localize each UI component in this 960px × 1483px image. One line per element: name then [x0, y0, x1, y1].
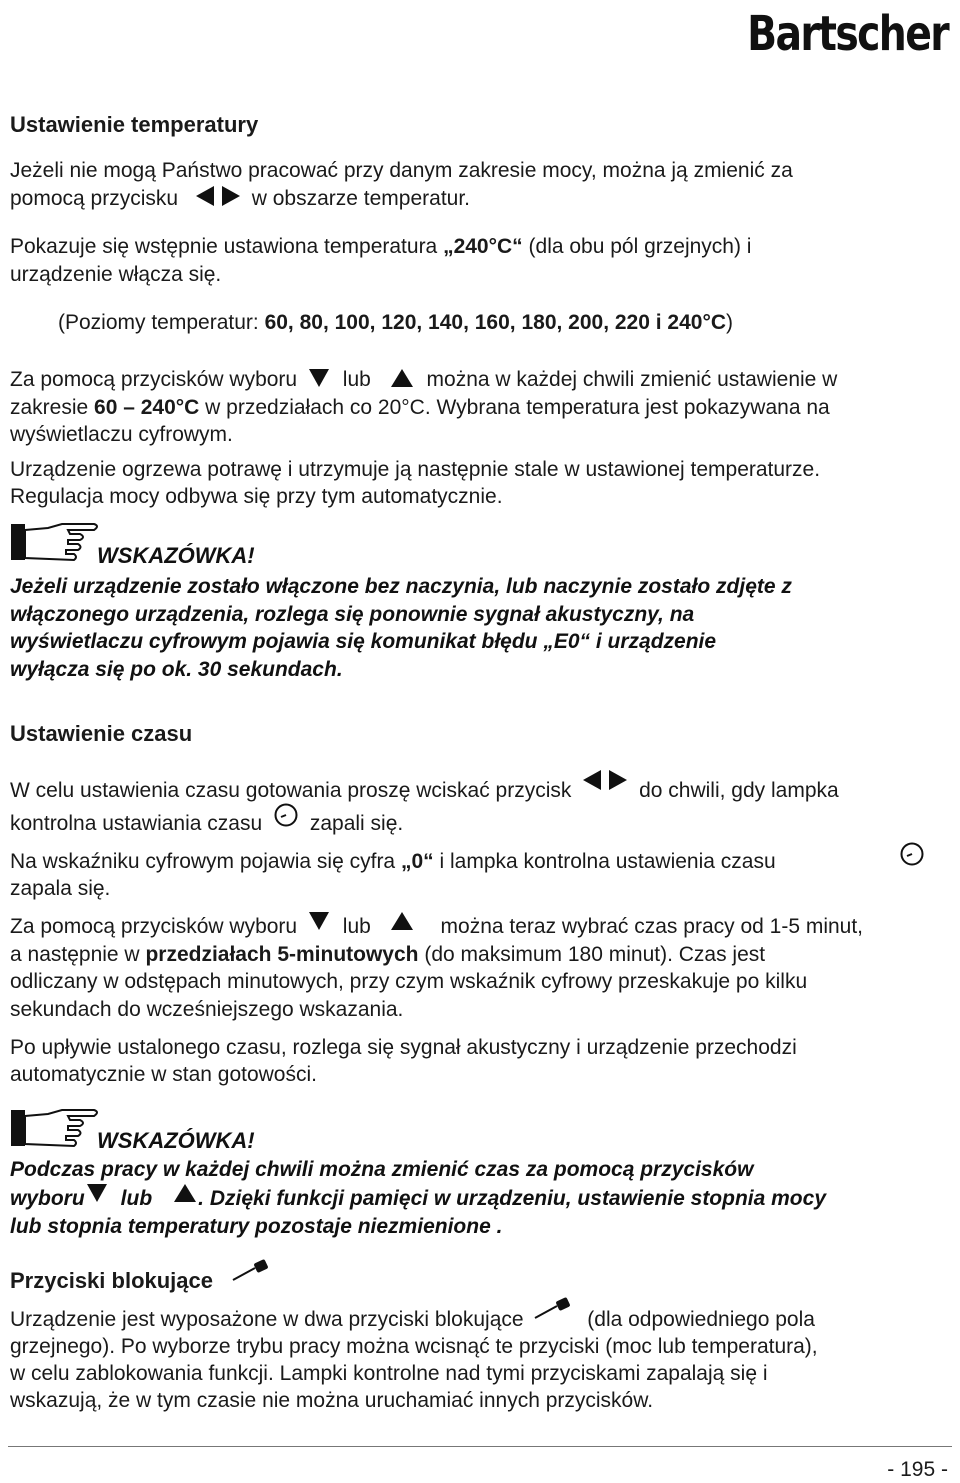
up-arrow-icon — [391, 910, 413, 937]
heading-temperature: Ustawienie temperatury — [10, 112, 259, 137]
temp-paragraph-3-line3: wyświetlaczu cyfrowym. — [10, 423, 233, 446]
clock-icon — [274, 803, 298, 834]
lock-paragraph-line4: wskazują, że w tym czasie nie można uruchamiać innych przycisków. — [10, 1389, 654, 1412]
time-paragraph-4-line2: automatycznie w stan gotowości. — [10, 1063, 317, 1086]
temp-paragraph-2-line2: urządzenie włącza się. — [10, 263, 222, 286]
time-paragraph-3-line3: odliczany w odstępach minutowych, przy czym wskaźnik cyfrowy przeskakuje po kilku — [10, 970, 808, 993]
warning-1-line2: włączonego urządzenia, rozlega się ponownie sygnał akustyczny, na — [10, 603, 695, 626]
up-arrow-icon — [391, 367, 413, 394]
heading-lock-buttons: Przyciski blokujące — [10, 1268, 269, 1296]
time-paragraph-3-line2: a następnie w przedziałach 5-minutowych (do maksimum 180 minut). Czas jest — [10, 943, 766, 966]
warning-1-line4: wyłącza się po ok. 30 sekundach. — [10, 658, 343, 681]
heading-time: Ustawienie czasu — [10, 721, 193, 746]
temp-paragraph-3-line1: Za pomocą przycisków wyboru lub można w każdej chwili zmienić ustawienie w — [10, 366, 837, 394]
lock-paragraph-line1: Urządzenie jest wyposażone w dwa przyciski blokujące (dla odpowiedniego pola — [10, 1306, 815, 1335]
down-arrow-icon — [309, 910, 329, 937]
footer-divider — [8, 1446, 952, 1447]
left-right-arrows-icon — [196, 186, 240, 213]
clock-icon — [900, 842, 924, 871]
lock-paragraph-line2: grzejnego). Po wyborze trybu pracy można wcisnąć te przyciski (moc lub temperatura), — [10, 1335, 818, 1358]
time-paragraph-3-line4: sekundach do wcześniejszego wskazania. — [10, 998, 404, 1021]
left-right-arrows-icon — [583, 770, 627, 797]
key-icon — [231, 1260, 269, 1288]
key-icon — [533, 1298, 571, 1327]
lock-paragraph-line3: w celu zablokowania funkcji. Lampki kontrolne nad tymi przyciskami zapalają się i — [10, 1362, 768, 1385]
temp-paragraph-2-line1: Pokazuje się wstępnie ustawiona temperatura „240°C“ (dla obu pól grzejnych) i — [10, 235, 752, 258]
page-number: - 195 - — [887, 1458, 948, 1481]
warning-1-line1: Jeżeli urządzenie zostało włączone bez naczynia, lub naczynie zostało zdjęte z — [10, 575, 792, 598]
warning-2-line1: Podczas pracy w każdej chwili można zmienić czas za pomocą przycisków — [10, 1158, 754, 1181]
time-paragraph-3-line1: Za pomocą przycisków wyboru lub można teraz wybrać czas pracy od 1-5 minut, — [10, 913, 863, 941]
time-paragraph-2-line1: Na wskaźniku cyfrowym pojawia się cyfra „0“ i lampka kontrolna ustawienia czasu — [10, 850, 776, 873]
time-paragraph-2-line2: zapala się. — [10, 877, 111, 900]
temp-paragraph-3-line2: zakresie 60 – 240°C w przedziałach co 20°C. Wybrana temperatura jest pokazywana na — [10, 396, 830, 419]
warning-2-line2: wyboru lub . Dzięki funkcji pamięci w urządzeniu, ustawienie stopnia mocy — [10, 1185, 826, 1213]
down-arrow-icon — [87, 1182, 107, 1209]
down-arrow-icon — [309, 367, 329, 394]
up-arrow-icon — [174, 1182, 196, 1209]
temp-paragraph-1-line1: Jeżeli nie mogą Państwo pracować przy danym zakresie mocy, można ją zmienić za — [10, 159, 793, 182]
warning-2-line3: lub stopnia temperatury pozostaje niezmienione . — [10, 1215, 503, 1238]
temp-paragraph-1-line2: pomocą przycisku w obszarze temperatur. — [10, 185, 470, 213]
time-paragraph-4-line1: Po upływie ustalonego czasu, rozlega się sygnał akustyczny i urządzenie przechodzi — [10, 1036, 797, 1059]
temp-paragraph-4-line2: Regulacja mocy odbywa się przy tym automatycznie. — [10, 485, 503, 508]
temp-levels: (Poziomy temperatur: 60, 80, 100, 120, 140, 160, 180, 200, 220 i 240°C) — [58, 311, 734, 334]
pointing-hand-icon — [10, 1108, 102, 1153]
time-paragraph-1-line1: W celu ustawienia czasu gotowania proszę wciskać przycisk do chwili, gdy lampka — [10, 777, 839, 805]
warning-1-line3: wyświetlaczu cyfrowym pojawia się komunikat błędu „E0“ i urządzenie — [10, 630, 717, 653]
warning-label-1: WSKAZÓWKA! — [97, 543, 255, 568]
pointing-hand-icon — [10, 522, 102, 567]
time-paragraph-1-line2: kontrolna ustawiania czasu zapali się. — [10, 809, 403, 840]
warning-label-2: WSKAZÓWKA! — [97, 1128, 255, 1153]
brand-logo: Bartscher — [747, 6, 948, 62]
temp-paragraph-4-line1: Urządzenie ogrzewa potrawę i utrzymuje ją następnie stale w ustawionej temperaturze. — [10, 458, 821, 481]
